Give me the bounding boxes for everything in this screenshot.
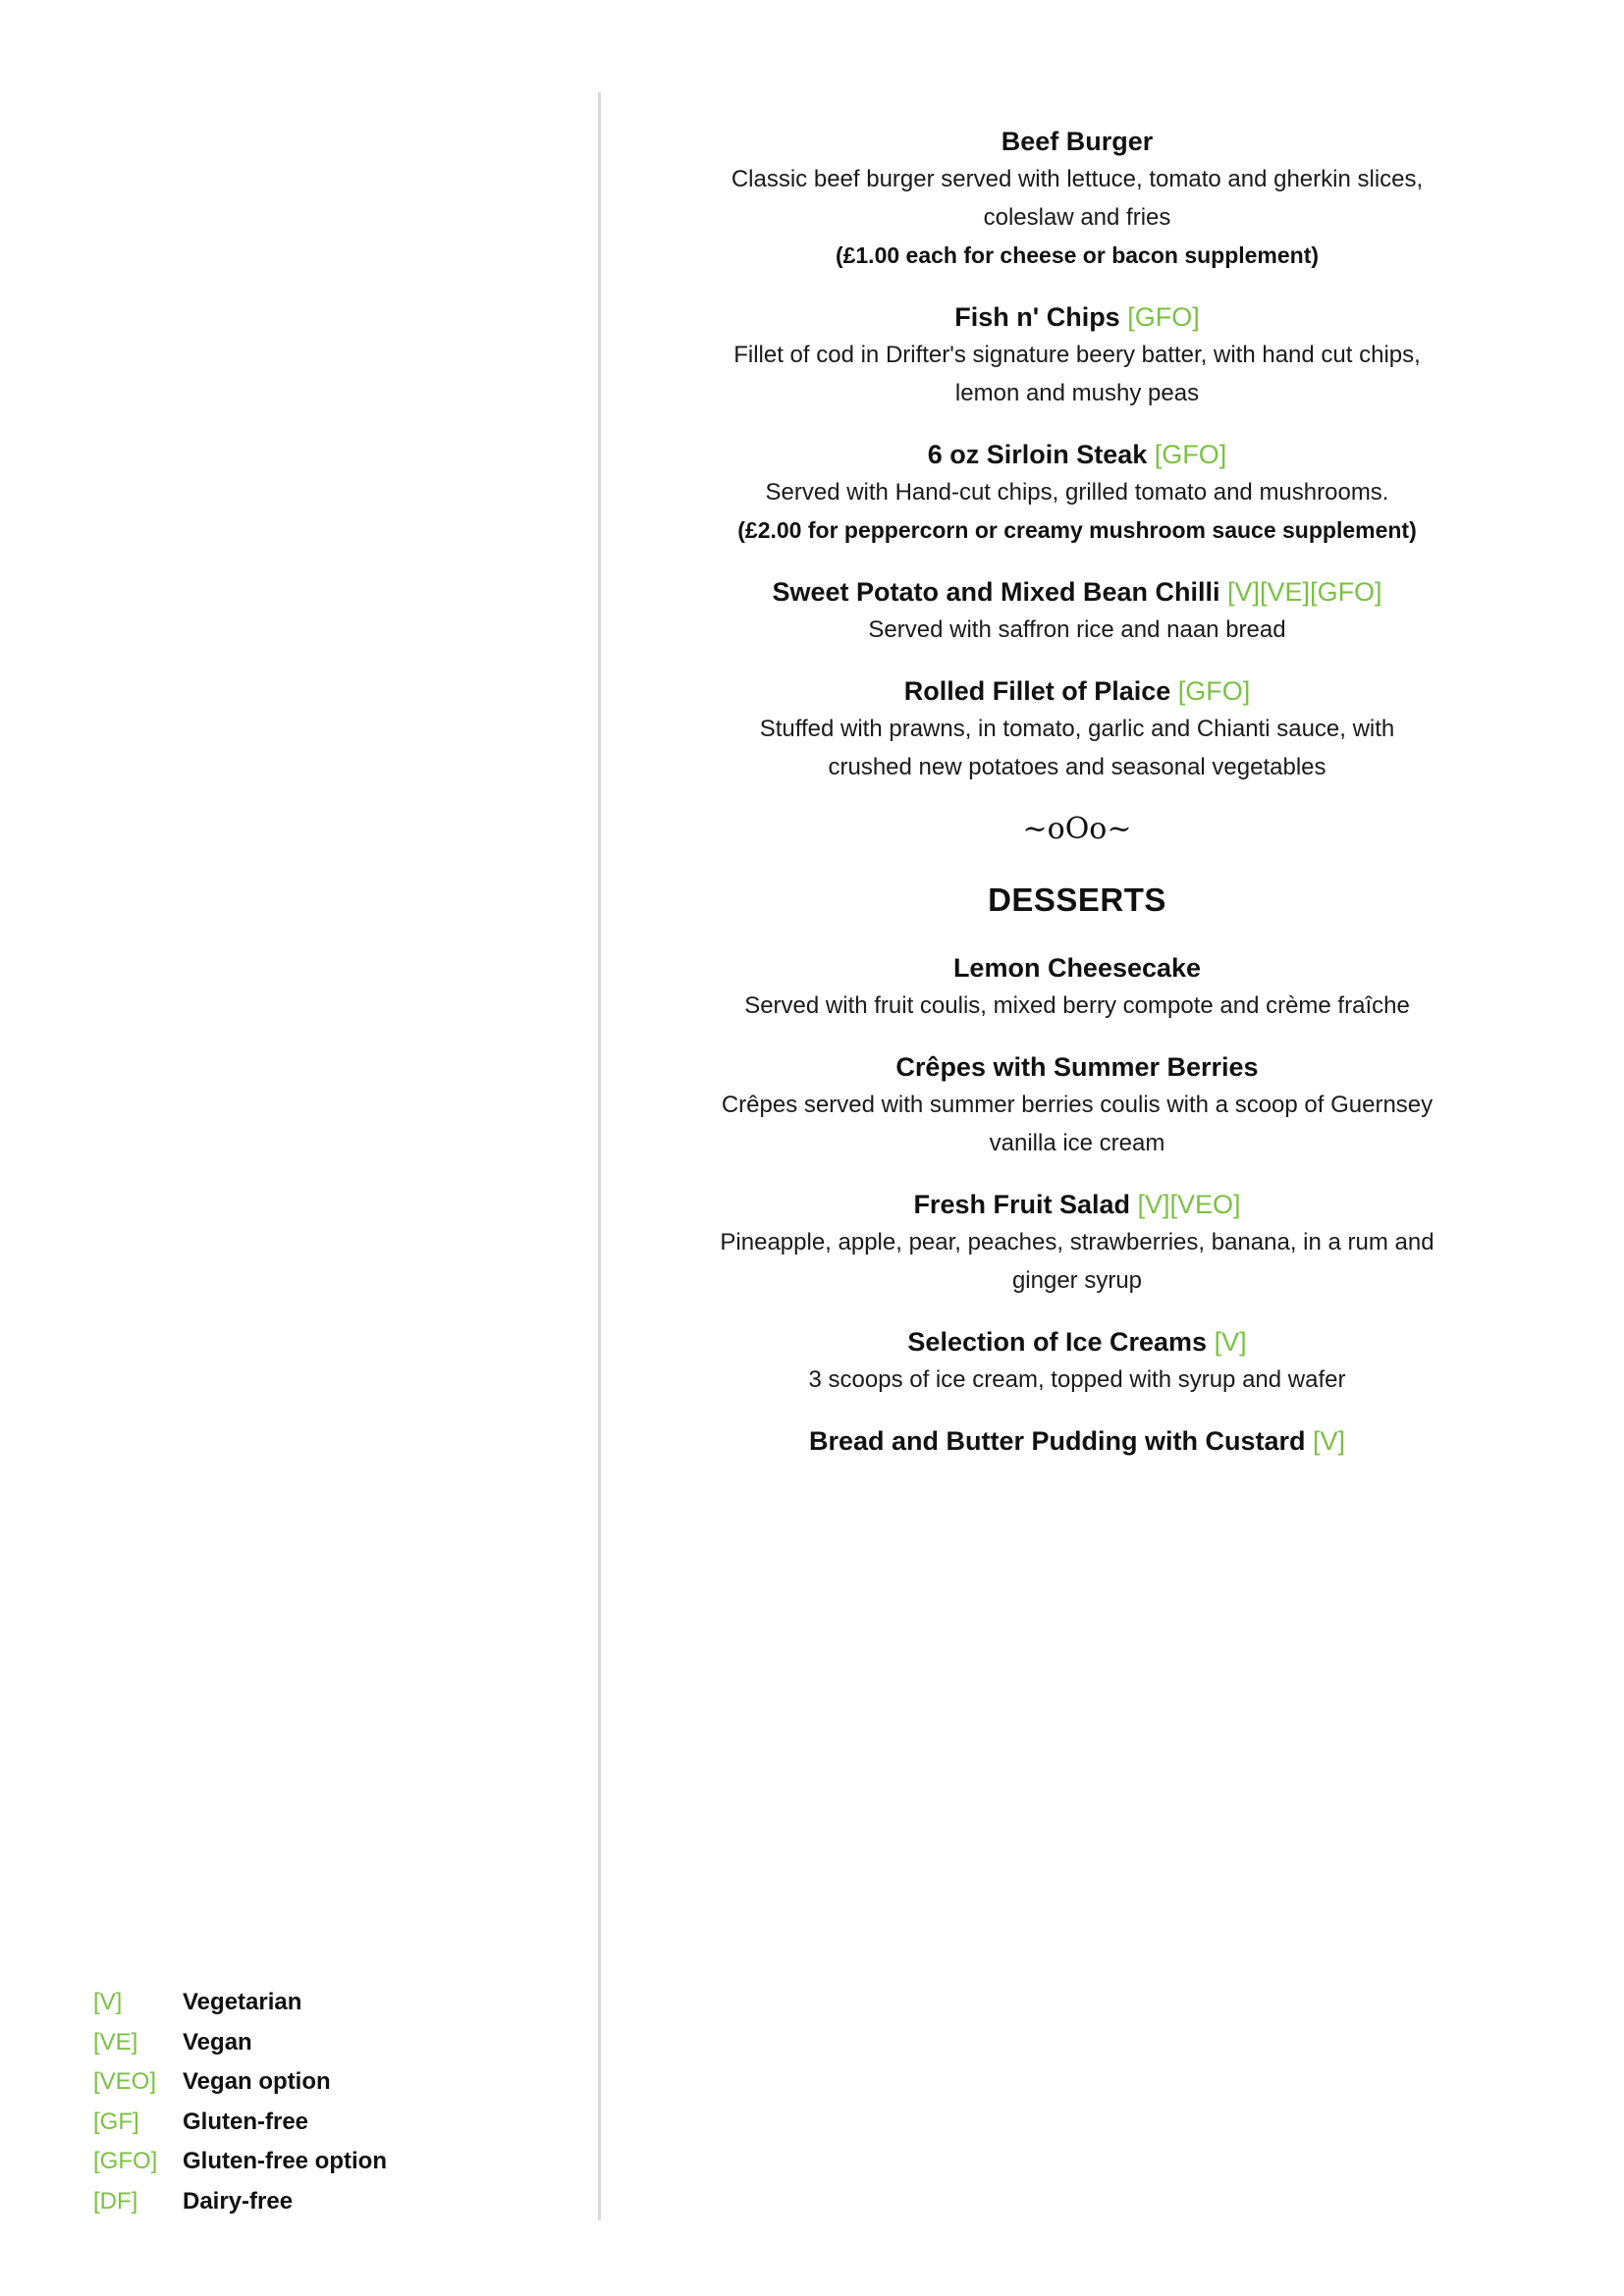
dietary-legend (93, 1983, 506, 2221)
menu-item-bean-chilli (717, 573, 1437, 649)
item-description: Fillet of cod in Drifter's signature beery batter, with hand cut chips, lemon and mushy peas (733, 342, 1421, 406)
dietary-tag: [GFO] (1154, 440, 1227, 469)
item-name: Sweet Potato and Mixed Bean Chilli [V][VE][GFO] (772, 577, 1382, 607)
legend-code: [VEO] (93, 2068, 157, 2095)
menu-item-fillet-of-plaice (717, 672, 1437, 786)
desserts-heading: DESSERTS (988, 881, 1166, 918)
legend-code: [GF] (93, 2108, 139, 2135)
legend-label: Vegetarian (183, 1989, 302, 2015)
item-name: Crêpes with Summer Berries (895, 1052, 1259, 1082)
dessert-item-crepes (717, 1048, 1437, 1162)
item-description: Crêpes served with summer berries coulis with a scoop of Guernsey vanilla ice cream (721, 1092, 1434, 1156)
item-description: Served with saffron rice and naan bread (868, 616, 1286, 643)
item-name: Bread and Butter Pudding with Custard [V] (808, 1426, 1346, 1456)
legend-row-vegan-option (93, 2062, 506, 2103)
dietary-tag: [GFO] (1127, 302, 1200, 332)
legend-label: Vegan (183, 2028, 252, 2056)
legend-row-gluten-free-option (93, 2142, 506, 2182)
dessert-item-ice-creams (717, 1323, 1437, 1399)
legend-row-vegan (93, 2023, 506, 2063)
legend-label: Gluten-free option (183, 2148, 387, 2174)
item-name: Fresh Fruit Salad [V][VEO] (913, 1190, 1241, 1219)
legend-row-vegetarian (93, 1983, 506, 2023)
legend-code: [DF] (93, 2187, 138, 2215)
menu-item-beef-burger (717, 123, 1437, 275)
legend-code: [GFO] (93, 2148, 158, 2174)
dessert-item-bread-butter-pudding (717, 1422, 1437, 1460)
legend-row-gluten-free (93, 2103, 506, 2143)
menu-item-fish-n-chips (717, 298, 1437, 412)
item-description: Pineapple, apple, pear, peaches, strawberries, banana, in a rum and ginger syrup (720, 1229, 1435, 1294)
legend-label: Gluten-free (183, 2108, 309, 2135)
legend-code: [V] (93, 1989, 123, 2015)
item-description: 3 scoops of ice cream, topped with syrup and wafer (808, 1366, 1346, 1393)
item-name: Beef Burger (1001, 127, 1154, 156)
dietary-tag: [V][VE][GFO] (1227, 577, 1382, 607)
menu-item-sirloin-steak (717, 436, 1437, 550)
dietary-tag: [V] (1214, 1327, 1247, 1357)
legend-code: [VE] (93, 2028, 138, 2056)
dietary-tag: [GFO] (1177, 676, 1251, 706)
item-description: Stuffed with prawns, in tomato, garlic and Chianti sauce, with crushed new potatoes and seasonal vegetables (759, 716, 1395, 780)
section-separator: ~oOo~ (1022, 812, 1132, 846)
legend-label: Vegan option (183, 2068, 331, 2095)
item-name: Rolled Fillet of Plaice [GFO] (903, 676, 1251, 706)
dessert-item-fruit-salad (717, 1186, 1437, 1300)
menu-column (717, 123, 1437, 1483)
item-description: Served with Hand-cut chips, grilled tomato and mushrooms. (765, 479, 1389, 506)
vertical-divider (598, 92, 601, 2220)
legend-row-dairy-free (93, 2182, 506, 2222)
item-name: Selection of Ice Creams [V] (907, 1327, 1247, 1357)
item-description: Classic beef burger served with lettuce, tomato and gherkin slices, coleslaw and fries (731, 166, 1424, 231)
legend-label: Dairy-free (183, 2187, 294, 2215)
dessert-item-lemon-cheesecake (717, 949, 1437, 1025)
item-supplement-note: (£2.00 for peppercorn or creamy mushroom sauce supplement) (737, 517, 1417, 543)
item-description: Served with fruit coulis, mixed berry compote and crème fraîche (744, 992, 1410, 1019)
item-supplement-note: (£1.00 each for cheese or bacon supplement) (835, 242, 1320, 268)
dietary-tag: [V][VEO] (1137, 1190, 1241, 1219)
item-name: 6 oz Sirloin Steak [GFO] (927, 440, 1227, 469)
item-name: Fish n' Chips [GFO] (954, 302, 1200, 332)
dietary-tag: [V] (1313, 1426, 1346, 1456)
item-name: Lemon Cheesecake (952, 953, 1202, 983)
